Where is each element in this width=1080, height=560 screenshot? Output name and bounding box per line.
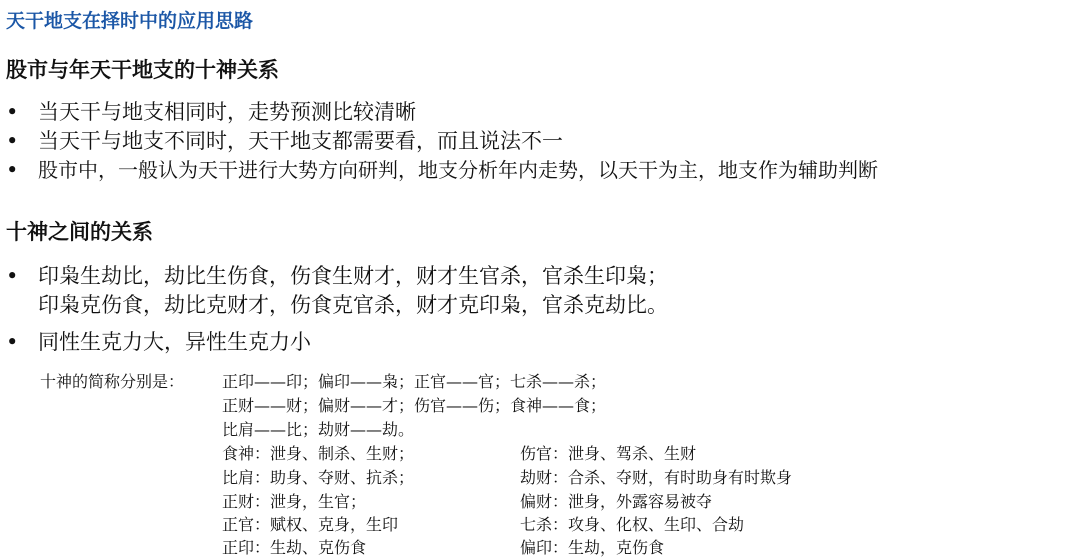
bullet-text: 当天干与地支相同时，走势预测比较清晰	[38, 100, 416, 124]
function-left: 正官：赋权、克身，生印	[222, 515, 399, 534]
function-right: 七杀：攻身、化权、生印、合劫	[520, 515, 745, 534]
function-right: 劫财：合杀、夺财，有时助身有时欺身	[520, 468, 793, 487]
abbrev-line: 正印——印；偏印——枭；正官——官；七杀——杀；	[222, 372, 607, 391]
bullet-text: 印枭生劫比，劫比生伤食，伤食生财才，财才生官杀，官杀生印枭；	[38, 264, 668, 288]
abbrev-label: 十神的简称分别是：	[40, 372, 185, 391]
bullet-text: 印枭克伤食，劫比克财才，伤食克官杀，财才克印枭，官杀克劫比。	[38, 293, 668, 317]
section-heading-ten-gods-market: 股市与年天干地支的十神关系	[6, 58, 279, 82]
function-right: 伤官：泄身、驾杀、生财	[520, 444, 697, 463]
bullet-text: 当天干与地支不同时，天干地支都需要看，而且说法不一	[38, 129, 563, 153]
bullet-icon: •	[6, 158, 19, 182]
bullet-icon: •	[6, 330, 19, 354]
bullet-text: 同性生克力大，异性生克力小	[38, 330, 311, 354]
function-left: 比肩：助身、夺财、抗杀；	[222, 468, 415, 487]
bullet-icon: •	[6, 129, 19, 153]
abbrev-line: 正财——财；偏财——才；伤官——伤；食神——食；	[222, 396, 607, 415]
bullet-icon: •	[6, 264, 19, 288]
bullet-text: 股市中，一般认为天干进行大势方向研判，地支分析年内走势，以天干为主，地支作为辅助判断	[38, 158, 878, 182]
function-left: 正财：泄身，生官；	[222, 492, 367, 511]
function-left: 正印：生劫、克伤食	[222, 538, 367, 557]
function-right: 偏财：泄身，外露容易被夺	[520, 492, 713, 511]
page-title: 天干地支在择时中的应用思路	[6, 10, 254, 32]
abbrev-line: 比肩——比；劫财——劫。	[222, 420, 415, 439]
bullet-icon: •	[6, 100, 19, 124]
function-right: 偏印：生劫，克伤食	[520, 538, 665, 557]
function-left: 食神：泄身、制杀、生财；	[222, 444, 415, 463]
section-heading-ten-gods-relations: 十神之间的关系	[6, 220, 153, 244]
